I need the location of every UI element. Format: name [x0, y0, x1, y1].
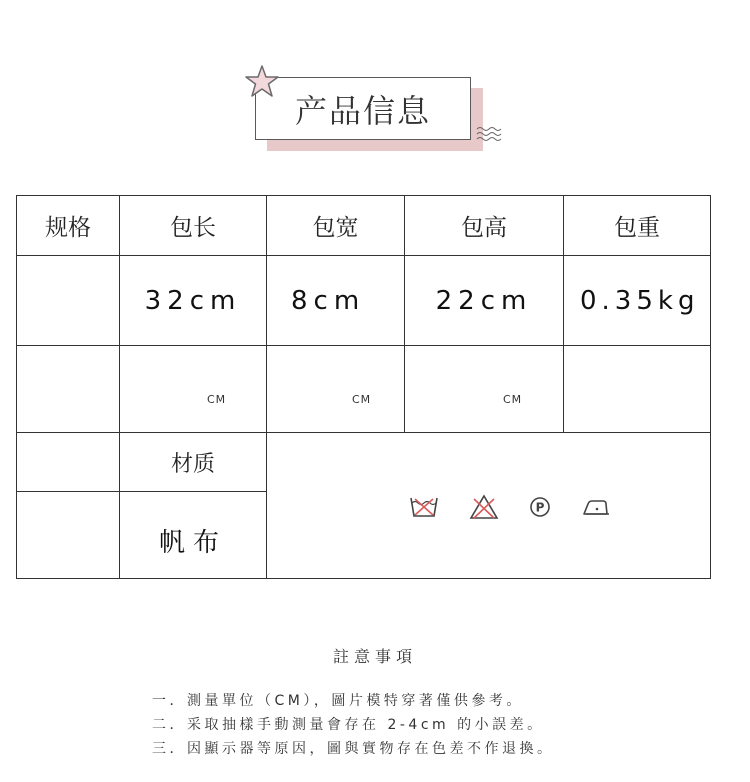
note-item: 三．因顯示器等原因，圖與實物存在色差不作退換。	[152, 741, 555, 757]
no-bleach-icon	[469, 494, 499, 520]
care-symbols	[409, 494, 611, 520]
header-height: 包高	[461, 215, 507, 241]
note-item: 二．采取抽樣手動測量會存在 2-4cm 的小誤差。	[152, 717, 545, 733]
value-height: 22cm	[435, 285, 533, 316]
material-value: 帆布	[158, 527, 227, 558]
unit-width: CM	[352, 392, 372, 406]
svg-text:P: P	[535, 500, 545, 515]
header-width: 包宽	[312, 215, 359, 241]
page-title: 产品信息	[294, 91, 431, 130]
hand-wash-icon	[409, 495, 439, 519]
wave-decoration-icon	[476, 126, 502, 142]
value-width: 8cm	[291, 285, 366, 316]
unit-length: CM	[207, 392, 227, 406]
unit-height: CM	[503, 392, 523, 406]
header-length: 包长	[170, 215, 216, 241]
material-label: 材质	[170, 451, 215, 477]
header-spec: 规格	[45, 215, 91, 241]
low-heat-iron-icon	[581, 496, 611, 518]
value-length: 32cm	[144, 285, 242, 316]
title-badge	[244, 64, 506, 156]
star-icon	[244, 64, 280, 100]
value-weight: 0.35kg	[580, 285, 700, 316]
header-weight: 包重	[614, 215, 660, 241]
notes-title: 註意事項	[332, 647, 417, 666]
note-item: 一．測量單位（CM），圖片模特穿著僅供參考。	[152, 693, 524, 709]
dry-clean-p-icon	[529, 496, 551, 518]
spec-table	[16, 195, 711, 579]
